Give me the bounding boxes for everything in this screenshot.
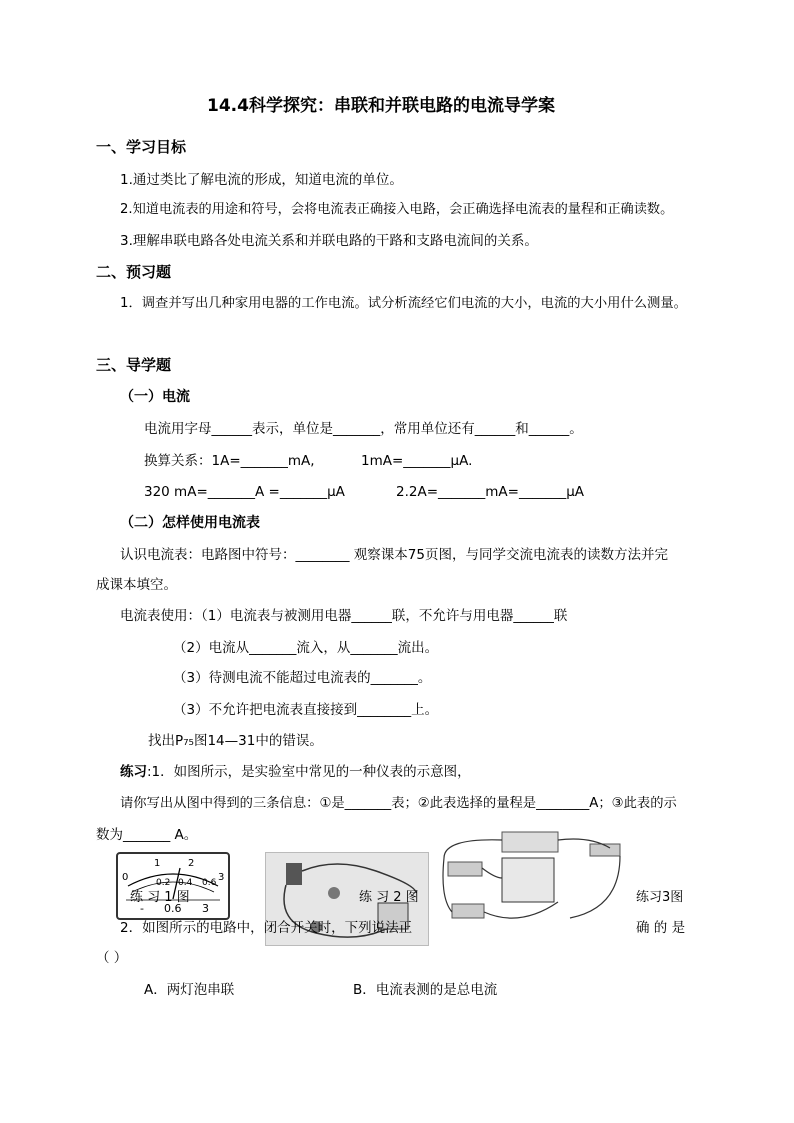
dial-subtick-2: 0.4: [178, 878, 193, 888]
exercise-2-line: 2．如图所示的电路中，闭合开关时，下列说法正: [120, 920, 413, 936]
figure-3-circuit: [440, 828, 626, 932]
dial-tick-3: 3: [218, 872, 225, 883]
preview-1: 1．调查并写出几种家用电器的工作电流。试分析流经它们电流的大小，电流的大小用什么测量。: [120, 296, 687, 311]
ammeter-line-1b: 成课本填空。: [96, 577, 177, 593]
option-a: A．两灯泡串联: [144, 982, 235, 998]
section-2-heading: 二、预习题: [96, 263, 172, 281]
dial-tick-0: 0: [122, 872, 129, 883]
conversion-2b: 2.2A=_______mA=_______μA: [396, 484, 585, 500]
goal-1: 1.通过类比了解电流的形成，知道电流的单位。: [120, 172, 403, 188]
section-3-heading: 三、导学题: [96, 356, 172, 374]
exercise-2-tail: 确 的 是: [636, 920, 686, 936]
dial-tick-2: 2: [188, 858, 195, 869]
ammeter-use-4: （3）不允许把电流表直接接到________上。: [173, 702, 439, 718]
terminal-3: 3: [202, 902, 209, 915]
figure-3-caption: 练习3图: [636, 890, 684, 905]
goal-3: 3.理解串联电路各处电流关系和并联电路的干路和支路电流间的关系。: [120, 233, 538, 249]
ammeter-use-2: （2）电流从_______流入，从_______流出。: [173, 640, 439, 656]
exercise-1-line-1: [120, 763, 471, 781]
current-line-1: 电流用字母______表示，单位是_______，常用单位还有______和______。: [144, 421, 583, 437]
terminal-0-6: 0.6: [164, 902, 182, 915]
dial-tick-1: 1: [154, 858, 161, 869]
figure-2-caption: 练 习 2 图: [359, 890, 419, 905]
conversion-1b: 1mA=_______μA.: [361, 453, 473, 469]
terminal-minus: -: [140, 902, 144, 915]
section-1-heading: 一、学习目标: [96, 138, 187, 156]
dial-subtick-1: 0.2: [156, 878, 171, 888]
dial-subtick-3: 0.6: [202, 878, 217, 888]
subsection-ammeter-heading: （二）怎样使用电流表: [120, 515, 260, 531]
subsection-current-heading: （一）电流: [120, 389, 190, 405]
conversion-2a: 320 mA=_______A =_______μA: [144, 484, 345, 500]
exercise-2-paren: （ ）: [96, 950, 128, 966]
ammeter-line-1: 认识电流表：电路图中符号：________ 观察课本75页图，与同学交流电流表的读数方法并完: [120, 547, 668, 563]
conversion-1a: 换算关系：1A=_______mA,: [144, 453, 315, 469]
circuit-photo-icon: [440, 828, 626, 932]
figure-1-caption: 练 习 1 图: [130, 890, 190, 905]
exercise-label: 练习: [120, 764, 147, 780]
option-b: B．电流表测的是总电流: [353, 982, 498, 998]
exercise-1-line-2: 请你写出从图中得到的三条信息：①是_______表；②此表选择的量程是________A；③此表的示: [120, 796, 677, 811]
page-title: 14.4科学探究：串联和并联电路的电流导学案: [207, 96, 555, 116]
exercise-1-text: :1．如图所示，是实验室中常见的一种仪表的示意图，: [147, 764, 471, 780]
goal-2: 2.知道电流表的用途和符号，会将电流表正确接入电路，会正确选择电流表的量程和正确读数。: [120, 202, 674, 217]
ammeter-use-1: 电流表使用：（1）电流表与被测用电器______联，不允许与用电器______联: [120, 608, 568, 624]
exercise-1-line-3: 数为_______ A。: [96, 827, 198, 843]
ammeter-use-3: （3）待测电流不能超过电流表的_______。: [173, 670, 432, 686]
find-errors: 找出P₇₅图14—31中的错误。: [148, 733, 323, 749]
